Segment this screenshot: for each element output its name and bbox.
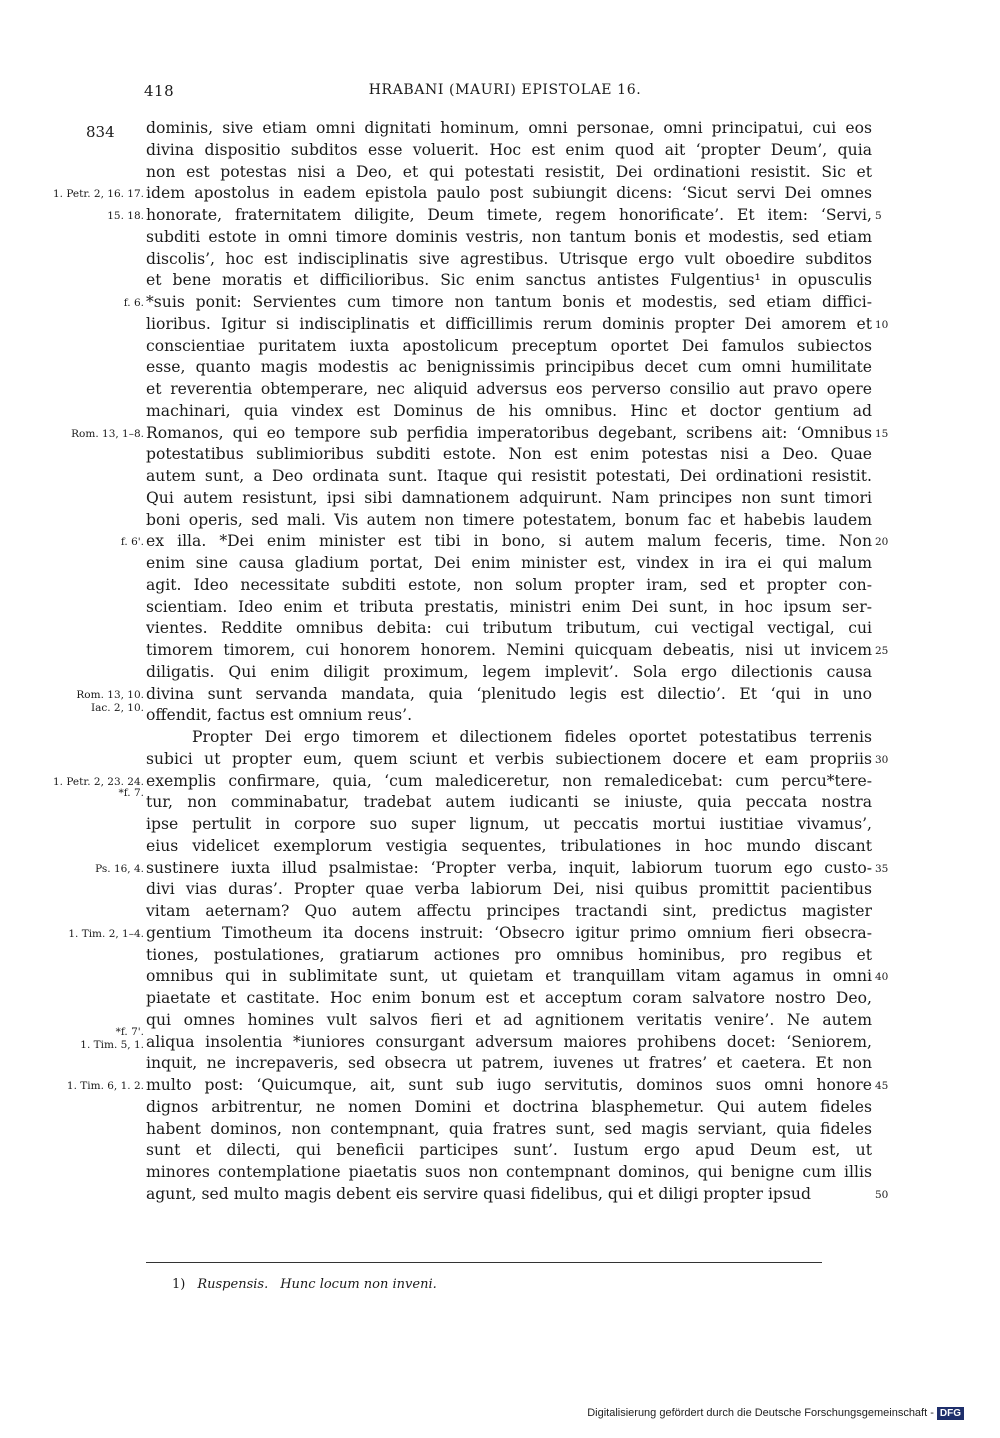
- text-line: gentium Timotheum ita docens instruit: ‘Obsecro igitur primo omnium fieri obsecra-: [146, 923, 872, 942]
- line-number: 50: [875, 1188, 889, 1201]
- footnote-number: 1): [172, 1277, 186, 1292]
- text-line: dignos arbitrentur, ne nomen Domini et doctrina blasphemetur. Qui autem fideles: [146, 1097, 872, 1116]
- credit-text: Digitalisierung gefördert durch die Deutsche Forschungsgemeinschaft -: [587, 1407, 934, 1419]
- text-line: agit. Ideo necessitate subditi estote, non solum propter iram, sed et propter con-: [146, 575, 872, 594]
- text-line: et bene moratis et difficilioribus. Sic enim sanctus antistes Fulgentius¹ in opusculis: [146, 271, 872, 290]
- text-line: *suis ponit: Servientes cum timore non tantum bonis et modestis, sed etiam diffici-: [146, 293, 872, 311]
- text-line: dominis, sive etiam omni dignitati hominum, omni personae, omni principatui, cui eos: [146, 119, 872, 137]
- running-head: HRABANI (MAURI) EPISTOLAE 16.: [368, 82, 642, 98]
- line-number: 45: [875, 1080, 889, 1092]
- text-line: sustinere iuxta illud psalmistae: ‘Propter verba, inquit, labiorum tuorum ego custo-: [146, 858, 872, 877]
- line-number: 25: [875, 645, 889, 657]
- marginal-citation: Rom. 13, 1–8.: [71, 427, 144, 440]
- text-line: et reverentia obtemperare, nec aliquid adversus eos perverso consilio aut pravo opere: [146, 380, 872, 398]
- marginal-citation: 1. Tim. 5, 1.: [80, 1038, 144, 1051]
- text-line: idem apostolus in eadem epistola paulo post subiungit dicens: ‘Sicut servi Dei omnes: [146, 184, 872, 203]
- text-line: inquit, ne increpaveris, sed obsecra ut patrem, iuvenes ut fratres’ et caetera. Et non: [146, 1054, 872, 1073]
- line-number: 30: [875, 753, 889, 766]
- marginal-citation: 1. Tim. 2, 1–4.: [68, 927, 144, 940]
- marginal-citation: Rom. 13, 10.: [76, 688, 144, 701]
- text-line: tiones, postulationes, gratiarum actiones pro omnibus hominibus, pro regibus et: [146, 945, 872, 964]
- marginal-citation: *f. 7'.: [115, 1025, 144, 1038]
- text-line: ex illa. *Dei enim minister est tibi in bono, si autem malum feceris, time. Non: [146, 532, 872, 551]
- page-header: [140, 82, 870, 106]
- line-number: 15: [875, 427, 889, 440]
- line-number: 5: [875, 210, 882, 222]
- text-line: machinari, quia vindex est Dominus de his omnibus. Hinc et doctor gentium ad: [146, 401, 872, 420]
- body-text: [146, 118, 872, 1206]
- text-line: vientes. Reddite omnibus debita: cui tributum tributum, cui vectigal vectigal, cui: [146, 619, 872, 638]
- edition-page-number: 834: [86, 123, 115, 141]
- text-line: divina dispositio subditos esse voluerit. Hoc est enim quod ait ‘propter Deum’, quia: [146, 140, 872, 159]
- text-line: esse, quanto magis modestis ac benignissimis principibus decet cum omni humilitate: [146, 358, 872, 377]
- text-line: aliqua insolentia *iuniores consurgant adversum maiores prohibens docet: ‘Seniorem,: [146, 1032, 872, 1051]
- text-line: omnibus qui in sublimitate sunt, ut quietam et tranquillam vitam agamus in omni: [146, 967, 872, 986]
- text-line: Qui autem resistunt, ipsi sibi damnationem adquirunt. Nam principes non sunt timori: [146, 488, 872, 507]
- marginal-citation: Ps. 16, 4.: [95, 862, 144, 875]
- marginal-citation: f. 6.: [123, 297, 144, 309]
- text-line: Propter Dei ergo timorem et dilectionem fideles oportet potestatibus terrenis: [192, 728, 872, 746]
- text-line: tur, non comminabatur, tradebat autem iudicanti se iniuste, quia peccata nostra: [146, 793, 872, 812]
- text-line: subditi estote in omni timore dominis vestris, non tantum bonis et modestis, sed etiam: [146, 227, 872, 246]
- marginal-citation: 15. 18.: [107, 210, 144, 222]
- text-line: timorem timorem, cui honorem honorem. Nemini quicquam debeatis, nisi ut invicem: [146, 641, 872, 659]
- text-line: offendit, factus est omnium reus’.: [146, 706, 413, 725]
- text-line: eius videlicet exemplorum vestigia sequentes, tribulationes in hoc mundo discant: [146, 836, 872, 855]
- text-line: agunt, sed multo magis debent eis servire quasi fidelibus, qui et diligi propter ipsud: [146, 1184, 811, 1203]
- text-line: potestatibus sublimioribus subditi estote. Non est enim potestas nisi a Deo. Quae: [146, 445, 872, 464]
- text-line: non est potestas nisi a Deo, et qui potestati resistit, Dei ordinationi resistit. Sic et: [146, 162, 872, 181]
- marginal-citation: 1. Petr. 2, 16. 17.: [52, 188, 144, 201]
- text-line: honorate, fraternitatem diligite, Deum timete, regem honorificate’. Et item: ‘Servi,: [146, 206, 872, 224]
- text-line: sunt et dilecti, qui beneficii participes sunt’. Iustum ergo apud Deum est, ut: [146, 1141, 872, 1160]
- marginal-citation: f. 6'.: [120, 536, 144, 549]
- footnote-rule: [146, 1262, 822, 1263]
- text-line: boni operis, sed mali. Vis autem non timere potestatem, bonum fac et habebis laudem: [146, 510, 872, 529]
- dfg-logo: DFG: [937, 1407, 964, 1420]
- text-line: enim sine causa gladium portat, Dei enim minister est, vindex in ira ei qui malum: [146, 554, 872, 572]
- text-line: discolis’, hoc est indisciplinatis sive agrestibus. Utrisque ergo vult oboedire subditos: [146, 249, 872, 268]
- text-line: multo post: ‘Quicumque, ait, sunt sub iugo servitutis, dominos suos omni honore: [146, 1076, 872, 1094]
- line-number: 40: [875, 971, 889, 984]
- footnote: [172, 1277, 437, 1292]
- text-line: conscientiae puritatem iuxta apostolicum preceptum oportet Dei famulos subiectos: [146, 336, 872, 355]
- marginal-citation: 1. Tim. 6, 1. 2.: [66, 1080, 144, 1092]
- text-line: autem sunt, a Deo ordinata sunt. Itaque qui resistit potestati, Dei ordinationi resistit.: [146, 467, 872, 485]
- line-number: 10: [875, 318, 889, 331]
- text-line: divina sunt servanda mandata, quia ‘plenitudo legis est dilectio’. Et ‘qui in uno: [146, 684, 872, 703]
- marginal-citation: 1. Petr. 2, 23. 24.: [52, 775, 144, 788]
- text-line: diligatis. Qui enim diligit proximum, legem implevit’. Sola ergo dilectionis causa: [146, 662, 872, 681]
- text-line: vitam aeternam? Quo autem affectu principes tractandi sint, predictus magister: [146, 902, 872, 920]
- line-number: 35: [875, 862, 889, 875]
- page-number: 418: [144, 82, 175, 100]
- text-line: subici ut propter eum, quem sciunt et verbis subiectionem docere et eam propriis: [146, 749, 872, 768]
- footnote-name: Ruspensis.: [197, 1277, 269, 1292]
- text-line: piaetate et castitate. Hoc enim bonum est et acceptum coram salvatore nostro Deo,: [146, 989, 872, 1007]
- text-line: habent dominos, non contempnant, quia fratres sunt, sed magis serviant, quia fideles: [146, 1119, 872, 1138]
- text-line: Romanos, qui eo tempore sub perfidia imperatoribus degebant, scribens ait: ‘Omnibus: [146, 423, 872, 442]
- footnote-remark: Hunc locum non inveni.: [280, 1277, 437, 1292]
- text-line: qui omnes homines vult salvos fieri et ad agnitionem veritatis venire’. Ne autem: [146, 1010, 872, 1029]
- text-line: lioribus. Igitur si indisciplinatis et difficillimis rerum dominis propter Dei amorem et: [146, 314, 872, 333]
- marginal-citation: *f. 7.: [118, 787, 144, 800]
- text-line: divi vias duras’. Propter quae verba labiorum Dei, nisi quibus promittit pacientibus: [146, 880, 872, 899]
- text-line: ipse pertulit in corpore suo super lignum, ut peccatis mortui iustitiae vivamus’,: [146, 815, 872, 833]
- marginal-citation: Iac. 2, 10.: [90, 701, 144, 714]
- digitization-credit: [587, 1407, 964, 1420]
- text-line: scientiam. Ideo enim et tributa prestatis, ministri enim Dei sunt, in hoc ipsum ser-: [146, 597, 872, 616]
- line-number: 20: [875, 536, 889, 549]
- text-line: exemplis confirmare, quia, ‘cum malediceretur, non remaledicebat: cum percu*tere-: [146, 771, 872, 790]
- text-line: minores contemplatione piaetatis suos non contempnant dominos, qui benigne cum illis: [146, 1163, 872, 1181]
